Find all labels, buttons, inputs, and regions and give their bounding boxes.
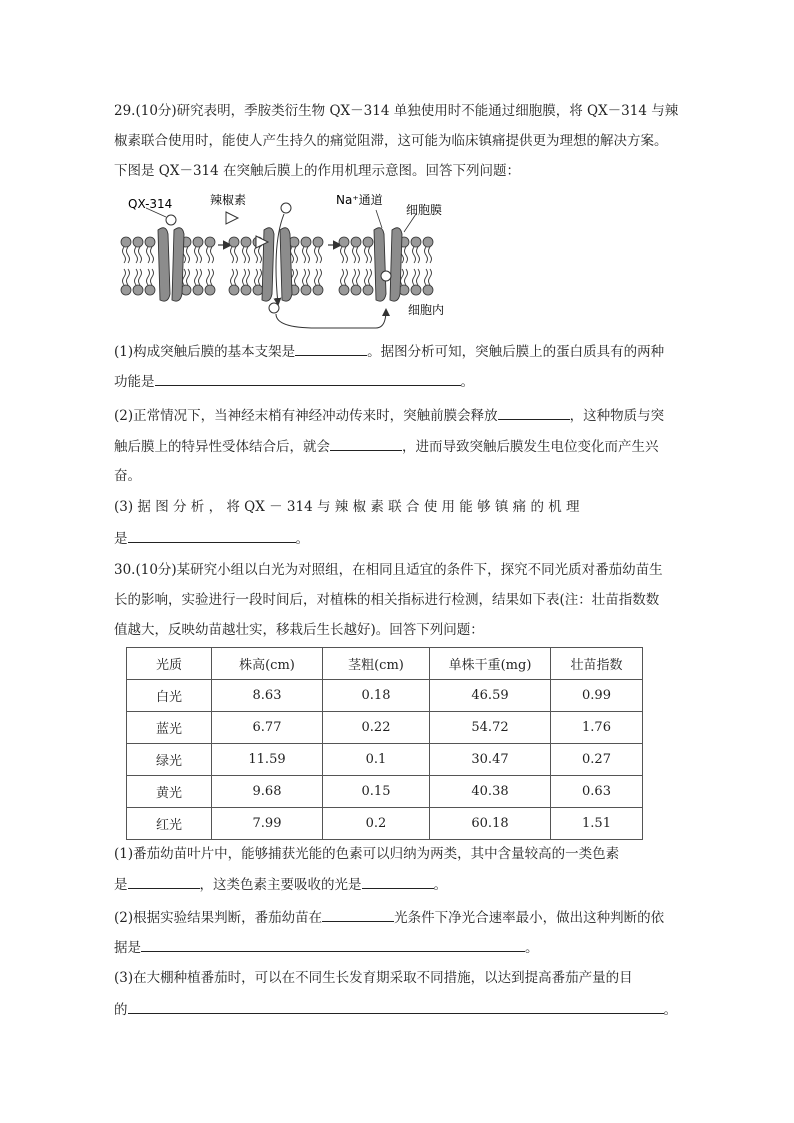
q29-part2-text-a: (2)正常情况下，当神经末梢有神经冲动传来时，突触前膜会释放 <box>114 408 498 424</box>
table-cell: 红光 <box>127 808 212 840</box>
answer-blank[interactable] <box>330 436 402 451</box>
table-header-row <box>127 648 643 680</box>
table-cell: 11.59 <box>212 744 323 776</box>
table-cell: 0.99 <box>551 680 643 712</box>
answer-blank[interactable] <box>362 874 434 889</box>
table-cell: 9.68 <box>212 776 323 808</box>
q29-part1-end: 。 <box>460 374 474 390</box>
table-cell: 6.77 <box>212 712 323 744</box>
table-cell: 8.63 <box>212 680 323 712</box>
q30-part2-line-1 <box>114 907 680 928</box>
table-header-cell: 光质 <box>127 648 212 680</box>
q30-part2-end: 。 <box>525 940 539 956</box>
q29-part1-text-c: 功能是 <box>114 374 155 390</box>
table-header-cell: 壮苗指数 <box>551 648 643 680</box>
answer-blank[interactable] <box>128 999 664 1014</box>
label-na-channel: Na⁺通道 <box>336 193 383 207</box>
table-cell: 7.99 <box>212 808 323 840</box>
q30-part1-line-2 <box>114 874 680 895</box>
q30-part3-end: 。 <box>663 1002 677 1018</box>
table-cell: 1.76 <box>551 712 643 744</box>
table-cell: 46.59 <box>430 680 551 712</box>
table-cell: 0.1 <box>323 744 430 776</box>
answer-blank[interactable] <box>322 907 394 922</box>
label-cell-membrane: 细胞膜 <box>406 203 443 217</box>
table-row <box>127 712 643 744</box>
table-cell: 0.18 <box>323 680 430 712</box>
table-row <box>127 776 643 808</box>
panel-1-membrane <box>121 208 215 301</box>
q29-part1-text-b: 。据图分析可知，突触后膜上的蛋白质具有的两种 <box>367 344 665 360</box>
qx314-mechanism-figure <box>118 190 448 330</box>
q30-intro-line-3: 值越大，反映幼苗越壮实，移栽后生长越好)。回答下列问题： <box>114 622 484 638</box>
q30-part2-text-a: (2)根据实验结果判断，番茄幼苗在 <box>114 910 323 926</box>
panel-3-membrane <box>339 210 433 301</box>
table-header-cell: 单株干重(mg) <box>430 648 551 680</box>
q30-part1-text-c: ，这类色素主要吸收的光是 <box>199 877 362 893</box>
q29-part2-line-2 <box>114 436 680 457</box>
q30-part2-line-2 <box>114 937 680 958</box>
table-cell: 1.51 <box>551 808 643 840</box>
q29-part3-end: 。 <box>295 531 309 547</box>
table-cell: 黄光 <box>127 776 212 808</box>
table-row <box>127 744 643 776</box>
panel-2-membrane <box>226 203 386 328</box>
table-cell: 60.18 <box>430 808 551 840</box>
light-quality-results-table <box>126 647 643 840</box>
table-cell: 0.2 <box>323 808 430 840</box>
q30-part3-line-1: (3)在大棚种植番茄时，可以在不同生长发育期采取不同措施，以达到提高番茄产量的目 <box>114 970 633 986</box>
q30-part3-line-2 <box>114 999 680 1020</box>
answer-blank[interactable] <box>295 341 367 356</box>
q30-part1-end: 。 <box>433 877 447 893</box>
table-header-cell: 茎粗(cm) <box>323 648 430 680</box>
table-cell: 蓝光 <box>127 712 212 744</box>
table-header-cell: 株高(cm) <box>212 648 323 680</box>
table-cell: 0.15 <box>323 776 430 808</box>
answer-blank[interactable] <box>155 371 461 386</box>
answer-blank[interactable] <box>128 874 200 889</box>
q30-part1-line-1: (1)番茄幼苗叶片中，能够捕获光能的色素可以归纳为两类，其中含量较高的一类色素 <box>114 846 620 862</box>
table-cell: 白光 <box>127 680 212 712</box>
answer-blank[interactable] <box>498 405 570 420</box>
q29-intro-line-3: 下图是 QX－314 在突触后膜上的作用机理示意图。回答下列问题： <box>114 163 521 179</box>
q29-part1-text-a: (1)构成突触后膜的基本支架是 <box>114 344 296 360</box>
q29-intro-line-1: 29.(10分)研究表明，季胺类衍生物 QX－314 单独使用时不能通过细胞膜，将 QX－314 与辣 <box>114 103 679 119</box>
q30-part1-text-b: 是 <box>114 877 128 893</box>
q29-part1-line-2 <box>114 371 680 392</box>
table-cell: 0.63 <box>551 776 643 808</box>
table-cell: 54.72 <box>430 712 551 744</box>
q29-part2-line-3: 奋。 <box>114 468 141 484</box>
table-cell: 40.38 <box>430 776 551 808</box>
q29-part3-text-b: 是 <box>114 531 128 547</box>
q29-part2-text-d: ，进而导致突触后膜发生电位变化而产生兴 <box>402 439 659 455</box>
q30-intro-line-1: 30.(10分)某研究小组以白光为对照组，在相同且适宜的条件下，探究不同光质对番茄幼苗生 <box>114 562 663 578</box>
q29-part1-line-1 <box>114 341 680 362</box>
table-cell: 30.47 <box>430 744 551 776</box>
q29-part2-line-1 <box>114 405 680 426</box>
q30-part2-text-b: 光条件下净光合速率最小，做出这种判断的依 <box>394 910 665 926</box>
q29-part2-text-c: 触后膜上的特异性受体结合后，就会 <box>114 439 330 455</box>
q30-intro-line-2: 长的影响，实验进行一段时间后，对植株的相关指标进行检测，结果如下表(注：壮苗指数数 <box>114 592 660 608</box>
answer-blank[interactable] <box>141 937 525 952</box>
q29-intro-line-2: 椒素联合使用时，能使人产生持久的痛觉阻滞，这可能为临床镇痛提供更为理想的解决方案。 <box>114 133 668 149</box>
label-qx314: QX-314 <box>128 197 173 211</box>
q30-part3-text-b: 的 <box>114 1002 128 1018</box>
table-cell: 0.22 <box>323 712 430 744</box>
q29-part3-line-2 <box>114 528 680 549</box>
table-cell: 绿光 <box>127 744 212 776</box>
label-capsaicin: 辣椒素 <box>210 193 247 207</box>
label-cell-interior: 细胞内 <box>408 303 445 317</box>
q30-part2-text-c: 据是 <box>114 940 141 956</box>
answer-blank[interactable] <box>128 528 296 543</box>
q29-part2-text-b: ，这种物质与突 <box>569 408 665 424</box>
table-cell: 0.27 <box>551 744 643 776</box>
table-row <box>127 680 643 712</box>
table-row <box>127 808 643 840</box>
q29-part3-line-1: (3) 据 图 分 析 ， 将 QX － 314 与 辣 椒 素 联 合 使 用 能 够 镇 痛 的 机 理 <box>114 499 580 515</box>
